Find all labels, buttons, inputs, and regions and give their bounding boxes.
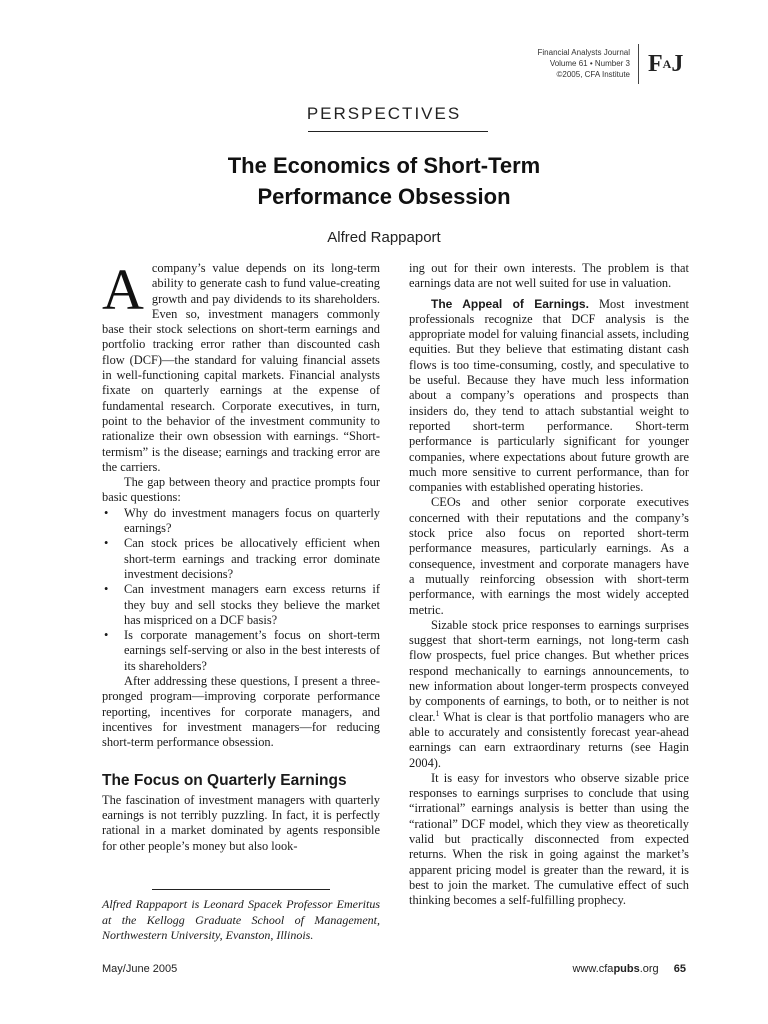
faj-logo: FAJ <box>648 51 684 77</box>
continued-paragraph: ing out for their own interests. The problem is that earnings data are not well suited for use in valuation. <box>409 261 689 291</box>
title-line-2: Performance Obsession <box>257 184 511 209</box>
section-heading: The Focus on Quarterly Earnings <box>102 771 347 789</box>
header-divider <box>638 44 639 84</box>
author-footnote: Alfred Rappaport is Leonard Spacek Professor Emeritus at the Kellogg Graduate School of Management, Northwestern University, Evanston, Illinois. <box>102 897 380 942</box>
questions-list <box>102 506 380 674</box>
right-column <box>409 261 689 908</box>
url-bold: pubs <box>613 963 640 975</box>
sizable-text-a: Sizable stock price responses to earnings surprises suggest that short-term earnings, not long-term cash flow prospects, fuel price changes. But whether prices respond mechanically to earnings announcements, to new information about longer-term prospects conveyed by components of earnings, to both, or to neither is not clear. <box>409 617 689 724</box>
journal-name: Financial Analysts Journal <box>537 48 630 57</box>
appeal-text: Most investment professionals recognize that DCF analysis is the appropriate model for valuing financial assets, including equities. But they believe that estimating distant cash flows is too time-consuming, costly, and speculative to be useful. Because they have much less information about a company’s operations and prospects than insiders do, they tend to attach substantial weight to reported short-term performance. Short-term performance is particularly significant for younger companies, where expectations about future growth are much more sensitive to current performance, than for companies with established operating histories. <box>409 296 690 495</box>
footer-url[interactable] <box>572 963 658 975</box>
drop-cap: A <box>102 257 144 322</box>
intro-paragraph <box>102 257 380 475</box>
focus-paragraph: The fascination of investment managers with quarterly earnings is not terribly puzzling. In fact, it is perfectly rational in a market dominated by agents responsible for other people’s money but also look- <box>102 792 380 853</box>
footer-date: May/June 2005 <box>102 963 178 975</box>
footnote-marker: 1 <box>435 708 440 718</box>
gap-paragraph: The gap between theory and practice prompts four basic questions: <box>102 475 380 505</box>
section-rule <box>308 131 488 132</box>
easy-paragraph: It is easy for investors who observe sizable price responses to earnings surprises to conclude that using “irrational” earnings analysis is better than using the “rational” DCF model, which they view as theoretically valid but practically disconnected from expected returns. When the risk in going against the market’s apparent pricing model is greater than the reward, it is best to join the market. The cumulative effect of such thinking becomes a self-fulfilling prophecy. <box>409 770 689 908</box>
page-number: 65 <box>673 963 686 975</box>
after-paragraph: After addressing these questions, I present a three-pronged program—improving corporate performance reporting, incentives for corporate managers, and incentives for investment managers—for reducing short-term performance obsession. <box>102 674 380 750</box>
author-name: Alfred Rappaport <box>327 229 441 246</box>
journal-issue: Volume 61 • Number 3 <box>549 59 630 68</box>
section-title: PERSPECTIVES <box>306 104 462 123</box>
appeal-paragraph <box>409 297 689 496</box>
article-title <box>0 150 768 212</box>
runin-heading: The Appeal of Earnings. <box>431 296 589 311</box>
ceos-paragraph: CEOs and other senior corporate executives concerned with their reputations and the company’s stock price also focus on reported short-term performance measures, particularly earnings. As a consequence, investment and corporate managers have a mutually reinforcing obsession with short-term performance, with earnings the most widely accepted metric. <box>409 495 689 617</box>
list-item: • Can investment managers earn excess returns if they buy and sell stocks they believe the market has mispriced on a DCF basis? <box>102 582 380 628</box>
footnote-rule <box>152 889 330 890</box>
intro-text: company’s value depends on its long-term ability to generate cash to fund value-creating growth and pay dividends to its shareholders. Even so, investment managers commonly base their stock selections on short-term earnings and portfolio tracking error rather than discounted cash flow (DCF)—the standard for valuing financial assets in well-functioning capital markets. Financial analysts fixate on quarterly earnings at the expense of fundamental research. Corporate executives, in turn, point to the behavior of the investment community to rationalize their own obsession with earnings. “Short-termism” is the disease; earnings and tracking error are the carriers. <box>102 261 380 474</box>
list-item: • Is corporate management’s focus on short-term earnings self-serving or also in the best interests of its shareholders? <box>102 628 380 674</box>
left-column <box>102 257 380 854</box>
list-item: • Can stock prices be allocatively efficient when short-term earnings and tracking error dominate investment decisions? <box>102 536 380 582</box>
journal-info <box>538 47 631 80</box>
list-item: • Why do investment managers focus on quarterly earnings? <box>102 506 380 537</box>
footer-right <box>572 963 686 975</box>
title-line-1: The Economics of Short-Term <box>227 153 541 178</box>
url-suffix: .org <box>639 963 659 975</box>
url-prefix: www.cfa <box>572 963 614 975</box>
journal-copyright: ©2005, CFA Institute <box>556 70 630 79</box>
sizable-paragraph <box>409 618 689 771</box>
sizable-text-b: What is clear is that portfolio managers who are able to accurately and consistently forecast year-ahead earnings can earn extraordinary returns (see Hagin 2004). <box>409 709 689 770</box>
